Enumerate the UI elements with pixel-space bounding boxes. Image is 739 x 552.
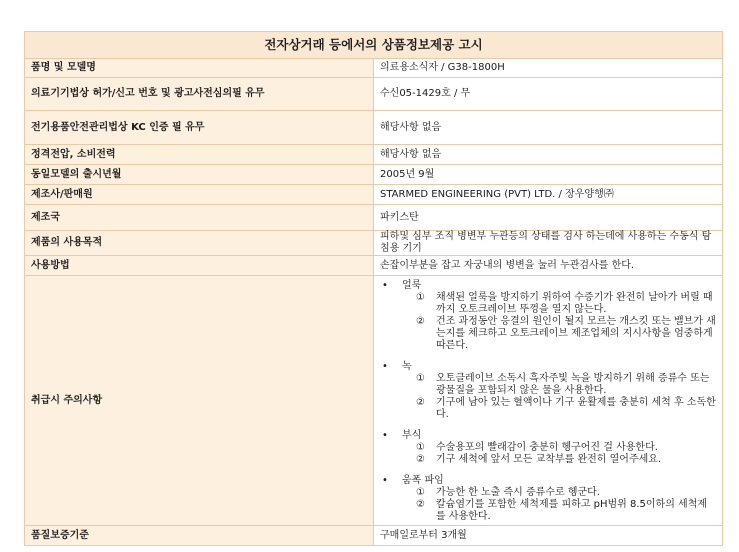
row-value: 해당사항 없음 <box>374 145 723 165</box>
care-sublist <box>402 292 716 352</box>
care-item-text: 칼슘염기를 포함한 세척제를 피하고 pH범위 8.5이하의 세척제를 사용한다. <box>436 498 708 522</box>
bullet-icon: • <box>382 360 388 372</box>
care-group <box>380 475 716 523</box>
row-label: 정격전압, 소비전력 <box>25 145 374 165</box>
row-value: 수신05-1429호 / 무 <box>374 78 723 111</box>
row-label: 사용방법 <box>25 256 374 276</box>
care-label: 취급시 주의사항 <box>25 276 374 526</box>
bullet-icon: • <box>382 279 388 291</box>
row-value: 해당사항 없음 <box>374 111 723 145</box>
table-row <box>25 145 723 165</box>
care-item <box>402 454 716 466</box>
warranty-value: 구매일로부터 3개월 <box>374 526 723 546</box>
row-label: 동일모델의 출시년월 <box>25 165 374 185</box>
care-sublist <box>402 487 716 523</box>
care-sublist <box>402 442 716 466</box>
care-item-text: 오토클레이브 소독시 흑자주빛 녹을 방지하기 위해 증류수 또는 광물질을 포함되지 않은 물을 사용한다. <box>436 372 710 396</box>
row-label: 의료기기법상 허가/신고 번호 및 광고사전심의필 유무 <box>25 78 374 111</box>
care-item-text: 건조 과정동안 응결의 원인이 될지 모르는 개스킷 또는 밸브가 새는지를 체크하고 오토크레이브 제조업체의 지시사항을 엄중하게 따른다. <box>436 315 716 351</box>
care-item-text: 기구 세척에 앞서 모든 교착부를 완전히 열어주세요. <box>436 453 662 465</box>
notice-title: 전자상거래 등에서의 상품정보제공 고시 <box>25 32 723 59</box>
row-value: 2005년 9월 <box>374 165 723 185</box>
care-group <box>380 361 716 421</box>
table-row <box>25 205 723 231</box>
care-group-heading: 녹 <box>402 360 412 372</box>
row-label: 제품의 사용목적 <box>25 231 374 256</box>
care-row <box>25 276 723 526</box>
care-item <box>402 292 716 316</box>
care-item <box>402 442 716 454</box>
number-marker: ① <box>416 441 425 453</box>
care-item <box>402 316 716 352</box>
care-item-text: 채색된 얼룩을 방지하기 위하여 수증기가 완전히 날아가 버릴 때까지 오토크레이브 뚜껑을 열지 않는다. <box>436 291 713 315</box>
care-item-text: 기구에 남아 있는 혈액이나 기구 윤활제를 충분히 세척 후 소독한다. <box>436 396 716 420</box>
number-marker: ② <box>416 396 425 408</box>
care-list <box>380 277 716 525</box>
care-group <box>380 280 716 352</box>
care-group-heading: 얼룩 <box>402 279 422 291</box>
table-row <box>25 185 723 205</box>
number-marker: ① <box>416 372 425 384</box>
title-row <box>25 32 723 59</box>
row-value: STARMED ENGINEERING (PVT) LTD. / 장우양행㈜ <box>374 185 723 205</box>
product-info-table <box>24 31 723 546</box>
table-row <box>25 78 723 111</box>
row-value: 손잡이부분을 잡고 자궁내의 병변을 눌러 누관검사를 한다. <box>374 256 723 276</box>
care-group <box>380 430 716 466</box>
number-marker: ② <box>416 453 425 465</box>
care-item-text: 가능한 한 노출 즉시 증류수로 헹군다. <box>436 486 600 498</box>
row-value: 피하및 심부 조직 병변부 누관등의 상태를 검사 하는데에 사용하는 수동식 탐침용 기기 <box>374 231 723 256</box>
row-label: 품명 및 모델명 <box>25 59 374 78</box>
row-value: 의료용소식자 / G38-1800H <box>374 59 723 78</box>
care-item <box>402 499 716 523</box>
number-marker: ② <box>416 498 425 510</box>
table-row <box>25 111 723 145</box>
row-label: 전기용품안전관리법상 KC 인증 필 유무 <box>25 111 374 145</box>
warranty-label: 품질보증기준 <box>25 526 374 546</box>
number-marker: ① <box>416 486 425 498</box>
care-item <box>402 487 716 499</box>
care-item-text: 수술용포의 빨래감이 충분히 헹구어진 걸 사용한다. <box>436 441 658 453</box>
care-content <box>374 276 723 526</box>
number-marker: ① <box>416 291 425 303</box>
row-value: 파키스탄 <box>374 205 723 231</box>
table-row <box>25 256 723 276</box>
bullet-icon: • <box>382 474 388 486</box>
warranty-row <box>25 526 723 546</box>
number-marker: ② <box>416 315 425 327</box>
row-label: 제조국 <box>25 205 374 231</box>
care-sublist <box>402 373 716 421</box>
care-group-heading: 부식 <box>402 429 422 441</box>
table-row <box>25 165 723 185</box>
table-row <box>25 59 723 78</box>
row-label: 제조사/판매원 <box>25 185 374 205</box>
care-item <box>402 373 716 397</box>
product-info-notice <box>24 31 723 546</box>
care-item <box>402 397 716 421</box>
table-row <box>25 231 723 256</box>
care-group-heading: 움폭 파임 <box>402 474 444 486</box>
bullet-icon: • <box>382 429 388 441</box>
